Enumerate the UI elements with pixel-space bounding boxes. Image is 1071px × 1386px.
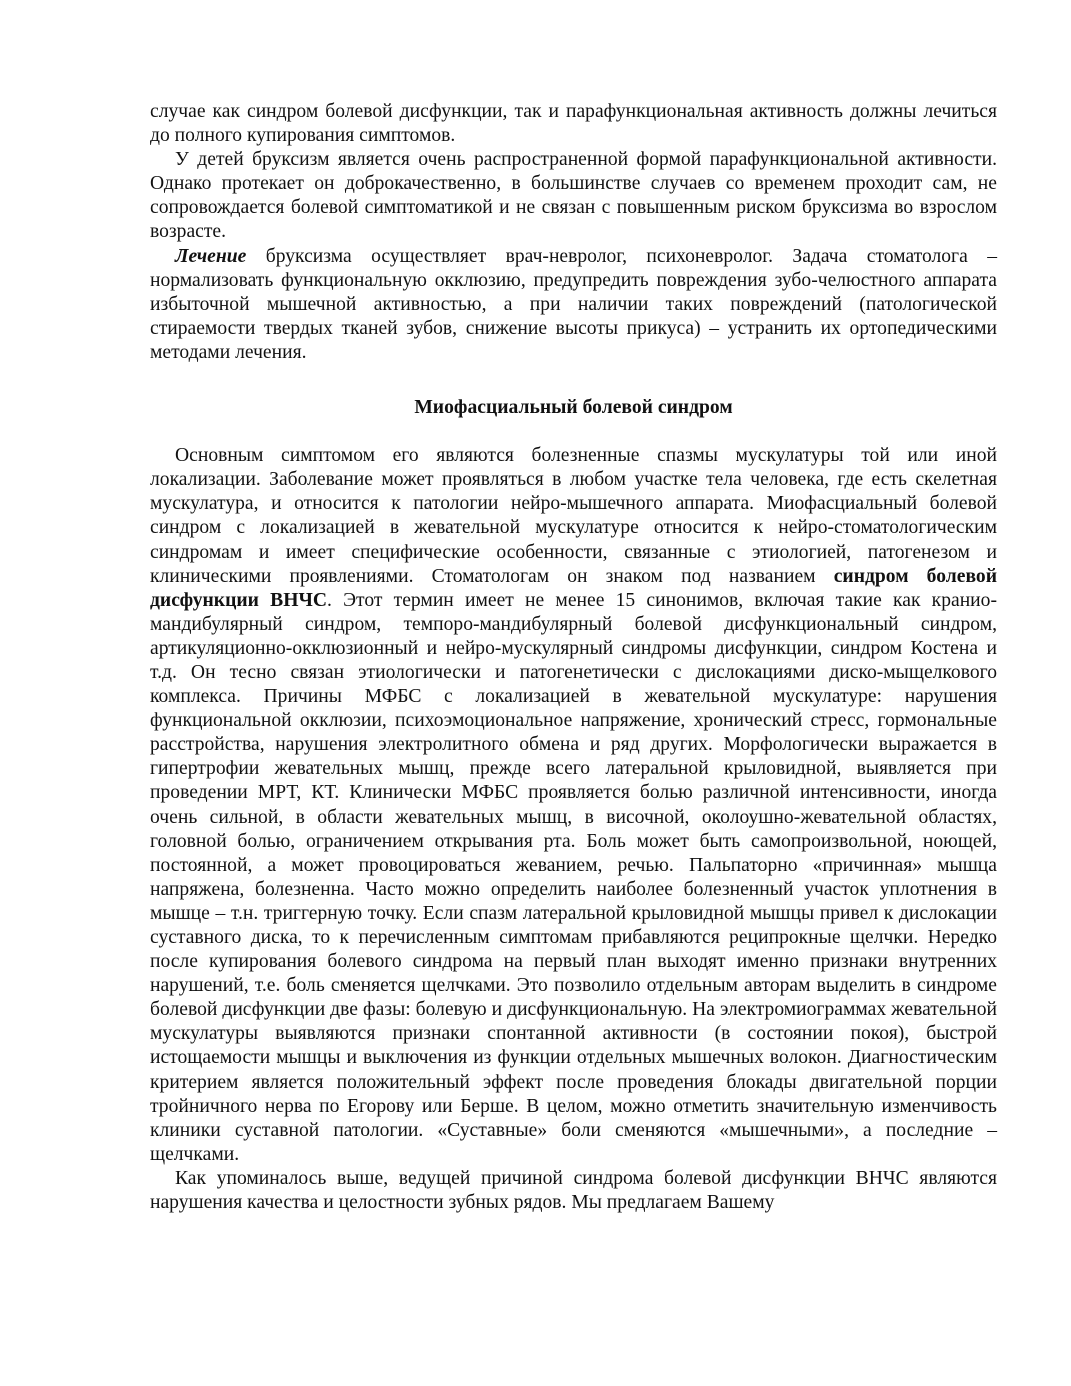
paragraph-main-symptom bbox=[150, 444, 997, 1167]
paragraph-cause: Как упоминалось выше, ведущей причиной синдрома болевой дисфункции ВНЧС являются нарушения качества и целостности зубных рядов. Мы предлагаем Вашему bbox=[150, 1167, 997, 1214]
main-symptom-text-1: Основным симптомом его являются болезненные спазмы мускулатуры той или иной локализации. Заболевание может проявляться в любом участке тела человека, где есть скелетная мускулатура, и относится к патологии нейро-мышечного аппарата. Миофасциальный болевой синдром с локализацией в жевательной мускулатуре относится к нейро-стоматологическим синдромам и имеет специфические особенности, связанные с этиологией, патогенезом и клиническими проявлениями. Стоматологам он знаком под названием bbox=[150, 445, 997, 587]
paragraph-children-bruxism: У детей бруксизм является очень распространенной формой парафункциональной активности. Однако протекает он доброкачественно, в большинстве случаев со временем проходит сам, не сопровождается болевой симптоматикой и не связан с повышенным риском бруксизма во взрослом возрасте. bbox=[150, 149, 997, 243]
main-symptom-text-2: . Этот термин имеет не менее 15 синонимов, включая такие как кранио-мандибулярный синдром, темпоро-мандибулярный болевой дисфункциональный синдром, артикуляционно-окклюзионный и нейро-мускулярный синдромы дисфункции, синдром Костена и т.д. Он тесно связан этиологически и патогенетически с дислокациями диско-мыщелкового комплекса. Причины МФБС с локализацией в жевательной мускулатуре: нарушения функциональной окклюзии, психоэмоциональное напряжение, хронический стресс, гормональные расстройства, нарушения электролитного обмена и ряд других. Морфологически выражается в гипертрофии жевательных мышц, прежде всего латеральной крыловидной, выявляется при проведении МРТ, КТ. Клинически МФБС проявляется болью различной интенсивности, иногда очень сильной, в области жевательных мышц, в височной, околоушно-жевательной областях, головной болью, ограничением открывания рта. Боль может быть самопроизвольной, ноющей, постоянной, а может провоцироваться жеванием, речью. Пальпаторно «причинная» мышца напряжена, болезненна. Часто можно определить наиболее болезненный участок уплотнения в мышце – т.н. триггерную точку. Если спазм латеральной крыловидной мышцы привел к дислокации суставного диска, то к перечисленным симптомам прибавляются реципрокные щелчки. Нередко после купирования болевого синдрома на первый план выходят именно признаки внутренних нарушений, т.е. боль сменяется щелчками. Это позволило отдельным авторам выделить в синдроме болевой дисфункции две фазы: болевую и дисфункциональную. На электромиограммах жевательной мускулатуры выявляются признаки спонтанной активности (в состоянии покоя), быстрой истощаемости мышцы и выключения из функции отдельных мышечных волокон. Диагностическим критерием является положительный эффект после проведения блокады двигательной порции тройничного нерва по Егорову или Берше. В целом, можно отметить значительную изменчивость клиники суставной патологии. «Суставные» боли сменяются «мышечными», а последние – щелчками. bbox=[150, 589, 997, 1165]
treatment-text: бруксизма осуществляет врач-невролог, психоневролог. Задача стоматолога – нормализовать функциональную окклюзию, предупредить повреждения зубо-челюстного аппарата избыточной мышечной активностью, а при наличии таких повреждений (патологической стираемости твердых тканей зубов, снижение высоты прикуса) – устранить их ортопедическими методами лечения. bbox=[150, 245, 997, 363]
paragraph-treatment bbox=[150, 245, 997, 365]
paragraph-continuation: случае как синдром болевой дисфункции, так и парафункциональная активность должны лечиться до полного купирования симптомов. bbox=[150, 101, 997, 147]
page-content bbox=[150, 100, 997, 1215]
section-heading: Миофасциальный болевой синдром bbox=[414, 397, 733, 419]
treatment-lead-term: Лечение bbox=[175, 245, 247, 267]
syndrome-name-bold: синдром болевой дисфункции ВНЧС bbox=[150, 565, 997, 611]
